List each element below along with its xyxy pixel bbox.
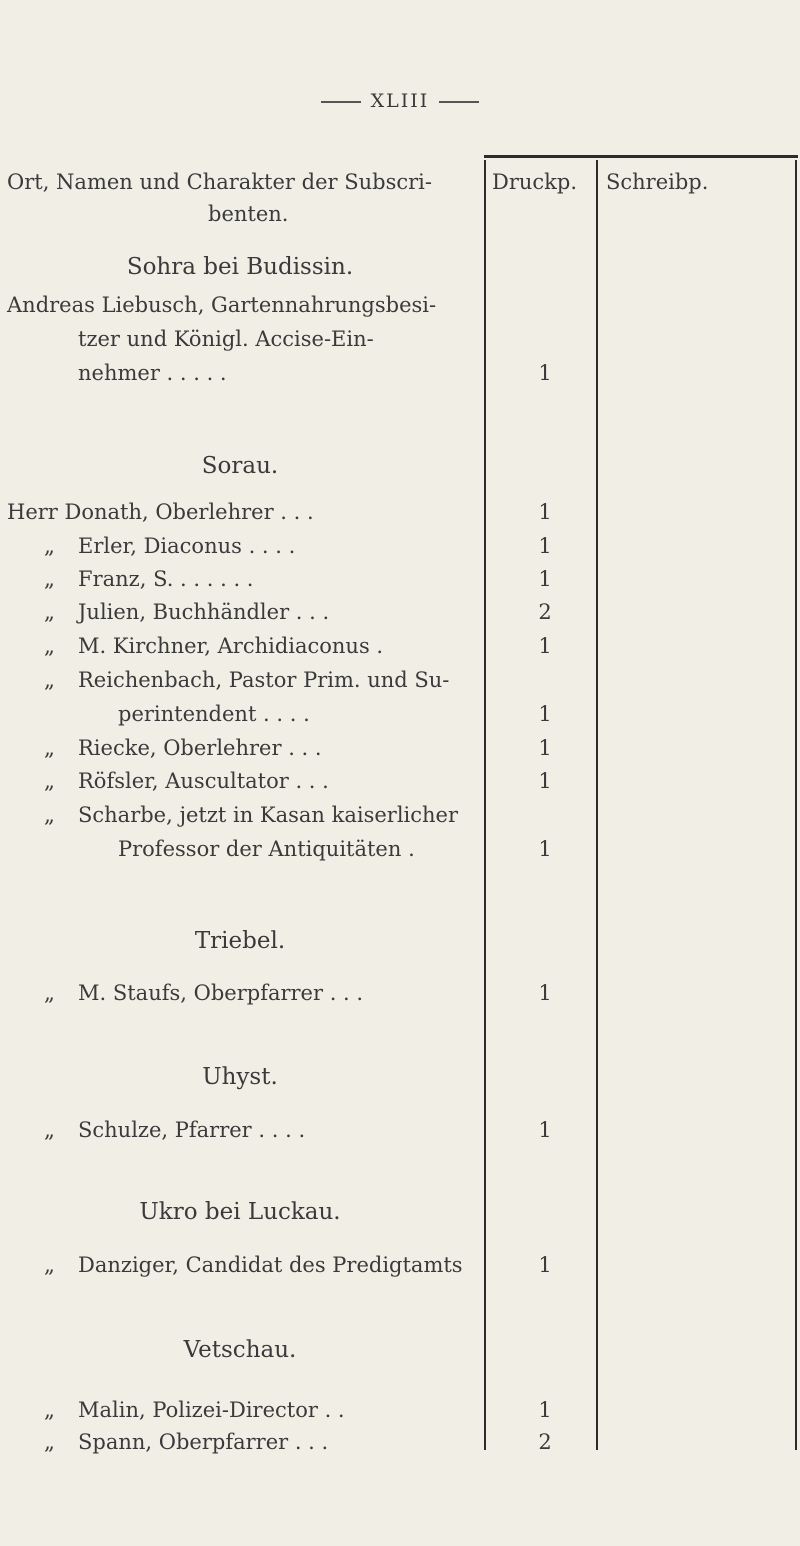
header-schreib-column: Schreibp. — [606, 170, 709, 194]
ditto-mark: „ — [44, 981, 55, 1005]
ditto-mark: „ — [44, 1430, 55, 1454]
header-name-column: Ort, Namen und Charakter der Subscri- — [7, 170, 432, 194]
subscriber-name: Malin, Polizei-Director . . — [78, 1398, 345, 1422]
subscriber-name: nehmer . . . . . — [78, 361, 227, 385]
ditto-mark: „ — [44, 634, 55, 658]
left-dash — [321, 101, 361, 103]
druck-count: 1 — [538, 534, 552, 558]
page-number: XLIII — [370, 90, 430, 112]
right-dash — [439, 101, 479, 103]
place-heading: Ukro bei Luckau. — [139, 1199, 341, 1225]
subscriber-name: Spann, Oberpfarrer . . . — [78, 1430, 329, 1454]
ditto-mark: „ — [44, 567, 55, 591]
place-heading: Uhyst. — [202, 1064, 278, 1090]
list-item — [0, 1430, 800, 1464]
subscriber-name: Danziger, Candidat des Predigtamts — [78, 1253, 463, 1277]
list-item — [0, 1118, 800, 1152]
druck-count: 1 — [538, 1253, 552, 1277]
subscriber-name: Erler, Diaconus . . . . — [78, 534, 296, 558]
druck-count: 1 — [538, 736, 552, 760]
ditto-mark: „ — [44, 769, 55, 793]
list-item — [0, 702, 800, 736]
header-name-column-cont: benten. — [208, 202, 289, 226]
list-item — [0, 1253, 800, 1287]
druck-count: 1 — [538, 500, 552, 524]
place-heading: Vetschau. — [183, 1337, 297, 1363]
list-item — [0, 500, 800, 534]
place-heading: Sohra bei Budissin. — [126, 254, 354, 280]
list-item — [0, 837, 800, 871]
druck-count: 1 — [538, 1118, 552, 1142]
subscriber-name: Scharbe, jetzt in Kasan kaiserlicher — [78, 803, 459, 827]
list-item — [0, 736, 800, 770]
druck-count: 2 — [538, 1430, 552, 1454]
subscriber-name: Herr Donath, Oberlehrer . . . — [7, 500, 314, 524]
header-druck-column: Druckp. — [492, 170, 578, 194]
list-item — [0, 327, 800, 361]
ditto-mark: „ — [44, 803, 55, 827]
subscriber-name: Julien, Buchhändler . . . — [78, 600, 330, 624]
ditto-mark: „ — [44, 1118, 55, 1142]
druck-count: 1 — [538, 567, 552, 591]
place-heading: Sorau. — [201, 453, 279, 479]
druck-count: 1 — [538, 837, 552, 861]
druck-count: 1 — [538, 1398, 552, 1422]
list-item — [0, 803, 800, 837]
druck-count: 1 — [538, 702, 552, 726]
page-number-line — [0, 90, 800, 112]
list-item — [0, 600, 800, 634]
druck-count: 1 — [538, 769, 552, 793]
subscriber-name: Franz, S. . . . . . . — [78, 567, 254, 591]
ditto-mark: „ — [44, 668, 55, 692]
subscriber-name: M. Kirchner, Archidiaconus . — [78, 634, 384, 658]
list-item — [0, 567, 800, 601]
subscriber-name: Schulze, Pfarrer . . . . — [78, 1118, 306, 1142]
subscriber-name: Röfsler, Auscultator . . . — [78, 769, 329, 793]
subscriber-name: Riecke, Oberlehrer . . . — [78, 736, 322, 760]
ditto-mark: „ — [44, 1253, 55, 1277]
druck-count: 1 — [538, 634, 552, 658]
list-item — [0, 634, 800, 668]
ditto-mark: „ — [44, 1398, 55, 1422]
column-top-rule — [484, 155, 798, 158]
subscriber-name: perintendent . . . . — [118, 702, 310, 726]
list-item — [0, 769, 800, 803]
druck-count: 1 — [538, 361, 552, 385]
subscriber-name: M. Staufs, Oberpfarrer . . . — [78, 981, 364, 1005]
subscriber-name: Professor der Antiquitäten . — [118, 837, 415, 861]
list-item — [0, 981, 800, 1015]
ditto-mark: „ — [44, 600, 55, 624]
list-item — [0, 361, 800, 395]
list-item — [0, 293, 800, 327]
ditto-mark: „ — [44, 736, 55, 760]
subscriber-name: tzer und Königl. Accise-Ein- — [78, 327, 374, 351]
subscriber-name: Reichenbach, Pastor Prim. und Su- — [78, 668, 450, 692]
ditto-mark: „ — [44, 534, 55, 558]
list-item — [0, 668, 800, 702]
list-item — [0, 534, 800, 568]
druck-count: 1 — [538, 981, 552, 1005]
list-item — [0, 1398, 800, 1432]
subscriber-name: Andreas Liebusch, Gartennahrungsbesi- — [7, 293, 437, 317]
druck-count: 2 — [538, 600, 552, 624]
place-heading: Triebel. — [194, 928, 286, 954]
